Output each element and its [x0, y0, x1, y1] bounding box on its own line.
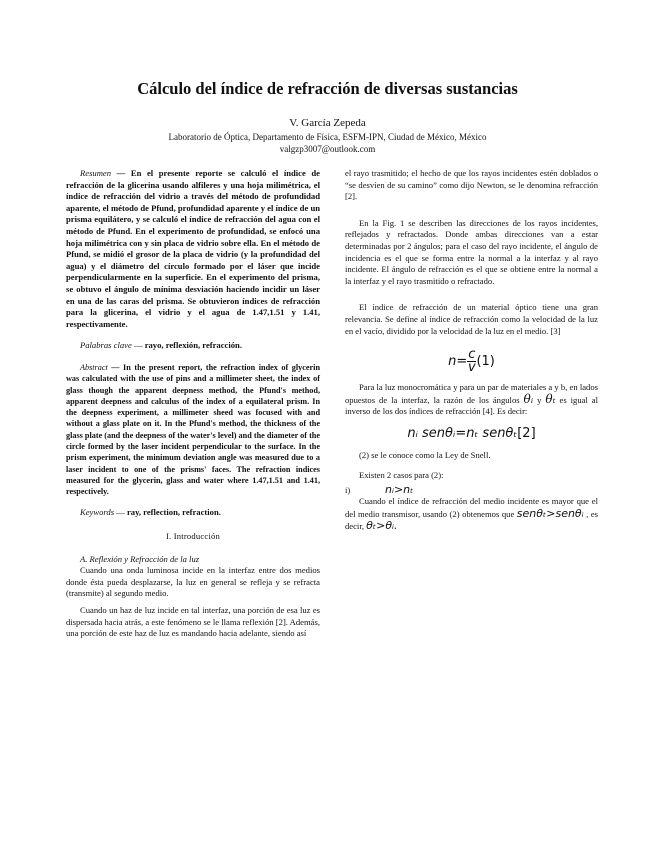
keywords	[66, 507, 320, 519]
equation-2	[345, 425, 598, 441]
intro-paragraph-1: Cuando una onda luminosa incide en la interfaz entre dos medios donde ésta pueda desplazarse, la luz en general se refleja y se refracta (transmite) al segundo medio.	[66, 565, 320, 599]
case-1-label: i)	[345, 484, 351, 495]
resumen-lead: Resumen	[80, 168, 112, 178]
intro-paragraph-2: Cuando un haz de luz incide en tal interfaz, una porción de esa luz es dispersada hacia atrás, a este fenómeno se le llama reflexión [2]. Además, una porción de este haz de luz es mandando hacia adelante, siendo así	[66, 605, 320, 639]
equation-1	[345, 349, 598, 374]
palabras-clave-dash: —	[131, 340, 145, 351]
case-1-condition: nᵢ>nₜ	[385, 482, 414, 496]
equation-1-number: (1)	[476, 354, 495, 370]
section-heading-introduccion: I. Introducción	[165, 531, 221, 542]
equation-2-number: [2]	[517, 425, 536, 441]
equation-1-denominator: v	[468, 360, 476, 376]
case-1-line	[345, 484, 598, 497]
case-1-sen-inequality: senθₜ>senθᵢ	[516, 506, 584, 520]
refraction-paragraph: el rayo trasmitido; el hecho de que los rayos incidentes estén doblados o “se desvíen de su camino” como dijo Newton, se le denomina refracción [2].	[345, 168, 598, 202]
monochromatic-text-c: es igual al inverso de los dos índices de refracción [4]. Es decir:	[345, 394, 599, 417]
equation-1-lhs: n=	[448, 354, 468, 370]
theta-t-symbol: θₜ	[545, 391, 556, 406]
resumen-text: — En el presente reporte se calculó el índice de refracción de la glicerina usando alfileres y una hoja milimétrica, el índice de refracción del vidrio a través del método de profundidad aparente, el método de Pfund, profundidad aparente y el índice de un prisma equilátero, y se calculó el índice de refracción del agua con el método de Pfund. En el experimento de profundidad, se enfocó una hoja milimétrica con y sin placa de vidrio sobre ella. En el método de Pfund, se midió el grosor de la placa de vidrio (y la profundidad del agua) y el diámetro del círculo formado por el láser que incide perpendicularmente en la superficie. En el experimento del prisma, se obtuvo el ángulo de mínima desviación haciendo incidir un láser en una de las caras del prisma. Se obtuvieron índices de refracción para la glicerina, el vidrio y el agua de 1.47,1.51 y 1.41, respectivamente.	[66, 168, 320, 329]
left-column	[66, 168, 320, 640]
snell-paragraph: (2) se le conoce como la Ley de Snell.	[359, 449, 491, 460]
paper-title: Cálculo del índice de refracción de diversas sustancias	[137, 79, 518, 98]
subsection-heading-reflexion: A. Reflexión y Refracción de la luz	[80, 553, 200, 564]
equation-1-numerator: c	[468, 347, 476, 363]
keywords-dash: —	[114, 507, 127, 518]
equation-2-body: nᵢ senθᵢ=nₜ senθₜ	[407, 425, 518, 441]
palabras-clave	[66, 340, 320, 352]
abstract-text: — In the present report, the refraction index of glycerin was calculated with the use of pins and a millimeter sheet, the index of glass though the apparent deepness method, the Pfund's method, apparent deepness and calculus of the index of a equilateral prism. In the deepness experiment, a millimeter sheed was focused with and without a glass plate on it. In the Pfund's method, the thickness of the glass plate (and the deepness of the water's level) and the diameter of the circle formed by the laser incident perpendicular to the surface. In the prism experiment, the minimum deviation angle was measured due to a laser incident to one of the prisms' faces. The refraction indices measured for the glycerin, glass and water where 1.47,1.51 and 1.41, respectively.	[66, 362, 320, 497]
fig1-paragraph: En la Fig. 1 se describen las direcciones de los rayos incidentes, reflejados y refractados. Donde ambas direcciones van a estar determinadas por 2 ángulos; para el caso del rayo incidente, el ángulo de incidencia es el que se forma entre la normal a la interfaz y al rayo incidente. El ángulo de refracción es el que se obtiene entre la normal a la interfaz y el rayo trasmitido o refractado.	[345, 217, 598, 286]
resumen-paragraph	[66, 168, 320, 330]
case-1-text-b: , es decir,	[345, 508, 598, 532]
monochromatic-text-b: y	[533, 394, 546, 405]
abstract-lead: Abstract	[80, 362, 108, 372]
keywords-lead: Keywords	[80, 507, 115, 518]
affiliation-block	[40, 132, 615, 155]
cases-paragraph: Existen 2 casos para (2):	[359, 470, 444, 481]
monochromatic-paragraph	[345, 382, 598, 418]
case-1-paragraph	[345, 496, 598, 533]
index-definition-paragraph: El índice de refracción de un material óptico tiene una gran relevancia. Se define al índice de refracción como la velocidad de la luz en el vacío, dividido por la velocidad de la luz en el medio. [3]	[345, 302, 598, 336]
case-1-text-a: Cuando el índice de refracción del medio incidente es mayor que el del medio transmisor, usando (2) obtenemos que	[345, 496, 598, 519]
palabras-clave-text: rayo, reflexión, refracción.	[144, 340, 242, 351]
keywords-text: ray, reflection, refraction.	[126, 507, 221, 518]
abstract-paragraph	[66, 362, 320, 498]
theta-i-symbol: θᵢ	[523, 391, 534, 406]
monochromatic-text-a: Para la luz monocromática y para un par de materiales a y b, en lados opuestos de la interfaz, la razón de los ángulos	[345, 382, 598, 405]
affiliation: Laboratorio de Óptica, Departamento de Física, ESFM-IPN, Ciudad de México, México	[168, 132, 487, 142]
right-column	[345, 168, 598, 533]
palabras-clave-lead: Palabras clave	[80, 340, 132, 351]
email: valgzp3007@outlook.com	[279, 143, 376, 154]
case-1-theta-inequality: θₜ>θᵢ.	[366, 519, 398, 533]
author-name: V. García Zepeda	[289, 117, 366, 129]
